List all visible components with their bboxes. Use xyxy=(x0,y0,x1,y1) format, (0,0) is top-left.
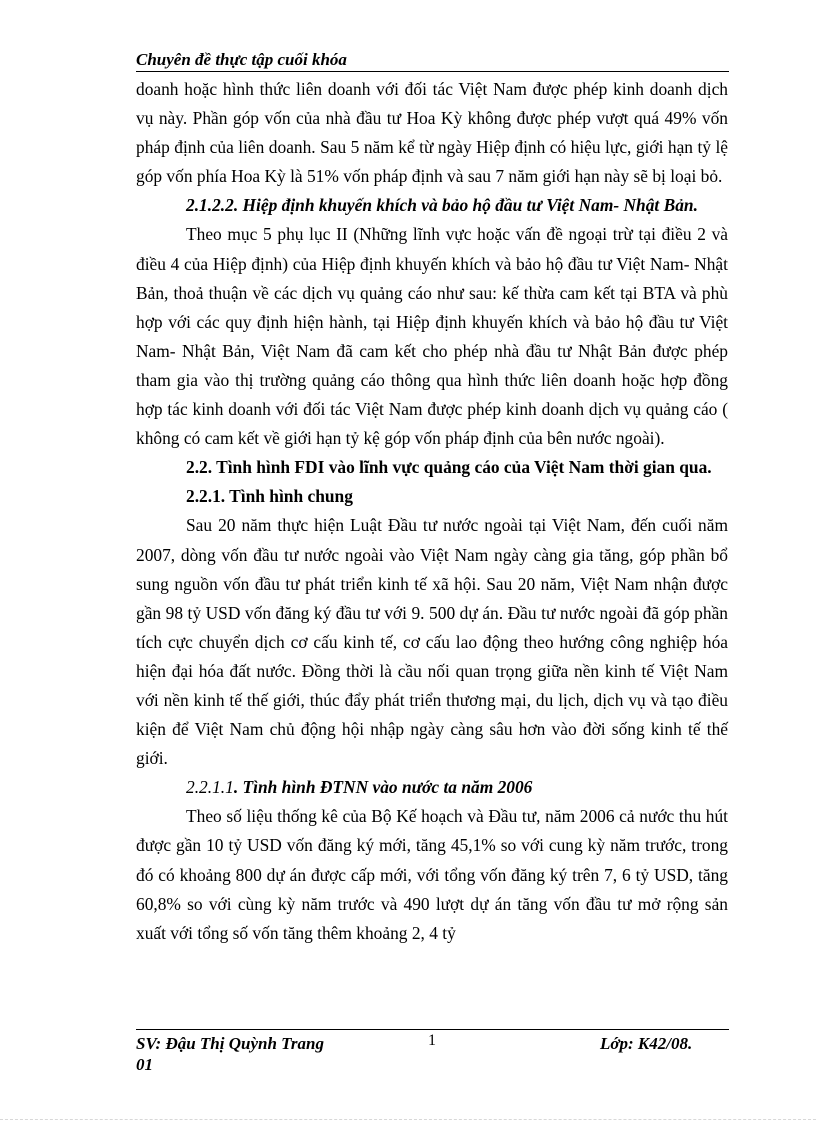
student-name: SV: Đậu Thị Quỳnh Trang xyxy=(136,1034,324,1053)
heading-2-2: 2.2. Tình hình FDI vào lĩnh vực quảng cáo của Việt Nam thời gian qua. xyxy=(186,457,712,478)
paragraph-general-situation: Sau 20 năm thực hiện Luật Đầu tư nước ngoài tại Việt Nam, đến cuối năm 2007, dòng vốn đầu tư nước ngoài vào Việt Nam ngày càng gia tăng, góp phần bổ sung nguồn vốn đầu tư phát triển kinh tế xã hội. Sau 20 năm, Việt Nam nhận được gần 98 tỷ USD vốn đăng ký đầu tư với 9. 500 dự án. Đầu tư nước ngoài đã góp phần tích cực chuyển dịch cơ cấu kinh tế, cơ cấu lao động theo hướng công nghiệp hóa hiện đại hóa đất nước. Đồng thời là cầu nối quan trọng giữa nền kinh tế Việt Nam với nền kinh tế thế giới, thúc đẩy phát triển thương mại, du lịch, dịch vụ và tạo điều kiện để Việt Nam chủ động hội nhập ngày càng sâu hơn vào đời sống kinh tế thế giới. xyxy=(136,515,728,769)
page-bottom-edge xyxy=(0,1119,816,1120)
paragraph-japan-agreement: Theo mục 5 phụ lục II (Những lĩnh vực hoặc vấn đề ngoại trừ tại điều 2 và điều 4 của Hiệp định) của Hiệp định khuyến khích và bảo hộ đầu tư Việt Nam- Nhật Bản, thoả thuận về các dịch vụ quảng cáo như sau: kế thừa cam kết tại BTA và phù hợp với các quy định hiện hành, tại Hiệp định khuyến khích và bảo hộ đầu tư Việt Nam- Nhật Bản, Việt Nam đã cam kết cho phép nhà đầu tư Nhật Bản được phép tham gia vào thị trường quảng cáo thông qua hình thức liên doanh hoặc hợp đồng hợp tác kinh doanh với đối tác Việt Nam được phép kinh doanh dịch vụ quảng cáo ( không có cam kết về giới hạn tỷ kệ góp vốn pháp định của bên nước ngoài). xyxy=(136,224,728,449)
heading-title: . Tình hình ĐTNN vào nước ta năm 2006 xyxy=(233,777,533,798)
footer-class: Lớp: K42/08. xyxy=(600,1034,693,1053)
footer-divider xyxy=(136,1029,729,1030)
heading-number: 2.2.1.1 xyxy=(186,777,234,798)
document-body xyxy=(136,75,728,948)
heading-2-2-1: 2.2.1. Tình hình chung xyxy=(186,486,353,507)
paragraph-bta-commitment: doanh hoặc hình thức liên doanh với đối tác Việt Nam được phép kinh doanh dịch vụ này. Phần góp vốn của nhà đầu tư Hoa Kỳ không được phép vượt quá 49% vốn pháp định của liên doanh. Sau 5 năm kể từ ngày Hiệp định có hiệu lực, giới hạn tỷ lệ góp vốn phía Hoa Kỳ là 51% vốn pháp định và sau 7 năm giới hạn này sẽ bị loại bỏ. xyxy=(136,79,728,187)
paragraph-fdi-2006: Theo số liệu thống kê của Bộ Kế hoạch và Đầu tư, năm 2006 cả nước thu hút được gần 10 tỷ USD vốn đăng ký mới, tăng 45,1% so với cung kỳ năm trước, trong đó có khoảng 800 dự án được cấp mới, với tổng vốn đăng ký trên 7, 6 tỷ USD, tăng 60,8% so với cùng kỳ năm trước và 490 lượt dự án tăng vốn đầu tư mở rộng sản xuất với tổng số vốn tăng thêm khoảng 2, 4 tỷ xyxy=(136,806,728,943)
running-header-title: Chuyên đề thực tập cuối khóa xyxy=(136,50,347,69)
page-number: 1 xyxy=(428,1032,436,1049)
heading-2-1-2-2: 2.1.2.2. Hiệp định khuyến khích và bảo hộ đầu tư Việt Nam- Nhật Bản. xyxy=(186,195,698,216)
student-name-continued: 01 xyxy=(136,1055,153,1074)
footer-student xyxy=(136,1033,396,1075)
heading-2-2-1-1 xyxy=(136,773,728,802)
header-divider xyxy=(136,71,729,72)
